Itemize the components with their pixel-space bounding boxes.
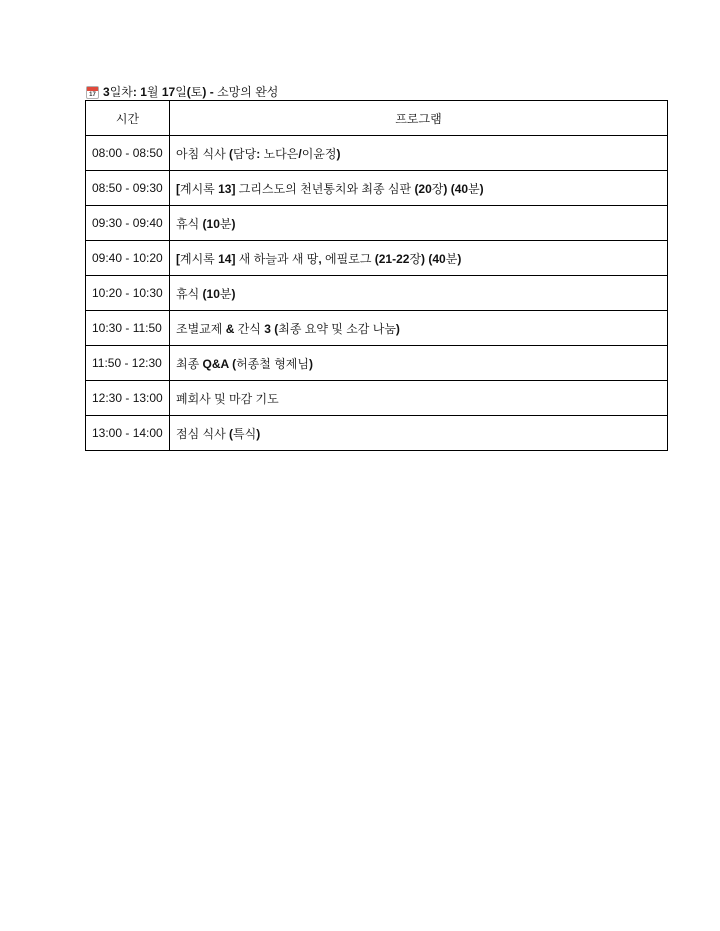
date-number: 17 [161, 85, 176, 99]
schedule-table [85, 100, 668, 451]
row-program: 휴식 (10분) [170, 276, 668, 311]
heading-colon: : [132, 85, 137, 99]
table-row [86, 381, 668, 416]
row-time: 12:30 - 13:00 [86, 381, 170, 416]
row-time: 10:20 - 10:30 [86, 276, 170, 311]
table-row [86, 241, 668, 276]
table-row [86, 276, 668, 311]
table-row [86, 206, 668, 241]
calendar-icon-day: 17 [89, 91, 96, 98]
row-program: 폐회사 및 마감 기도 [170, 381, 668, 416]
table-header-row [86, 101, 668, 136]
row-time: 10:30 - 11:50 [86, 311, 170, 346]
table-row [86, 311, 668, 346]
row-program: 아침 식사 (담당: 노다은/이윤정) [170, 136, 668, 171]
weekday: 토 [190, 85, 203, 99]
table-row [86, 346, 668, 381]
day-heading [86, 84, 278, 100]
day-theme: 소망의 완성 [217, 85, 279, 99]
row-time: 09:30 - 09:40 [86, 206, 170, 241]
row-program: 휴식 (10분) [170, 206, 668, 241]
table-row [86, 171, 668, 206]
day-number: 3 [103, 85, 110, 99]
schedule-body [86, 136, 668, 451]
date-suffix: 일 [175, 85, 187, 99]
table-row [86, 136, 668, 171]
table-row [86, 416, 668, 451]
month-number: 1 [140, 85, 147, 99]
row-program: 조별교제 & 간식 3 (최종 요약 및 소감 나눔) [170, 311, 668, 346]
row-time: 09:40 - 10:20 [86, 241, 170, 276]
row-time: 11:50 - 12:30 [86, 346, 170, 381]
row-time: 08:50 - 09:30 [86, 171, 170, 206]
row-time: 08:00 - 08:50 [86, 136, 170, 171]
paren-close: ) [202, 85, 207, 99]
row-program: [계시록 14] 새 하늘과 새 땅, 에필로그 (21-22장) (40분) [170, 241, 668, 276]
row-program: [계시록 13] 그리스도의 천년통치와 최종 심판 (20장) (40분) [170, 171, 668, 206]
row-time: 13:00 - 14:00 [86, 416, 170, 451]
paren-open: ( [186, 85, 191, 99]
header-program: 프로그램 [170, 101, 668, 136]
header-time: 시간 [86, 101, 170, 136]
month-suffix: 월 [146, 85, 159, 99]
row-program: 점심 식사 (특식) [170, 416, 668, 451]
day-suffix: 일차 [109, 85, 133, 99]
heading-dash: - [209, 85, 214, 99]
row-program: 최종 Q&A (허종철 형제님) [170, 346, 668, 381]
calendar-icon [86, 86, 99, 99]
